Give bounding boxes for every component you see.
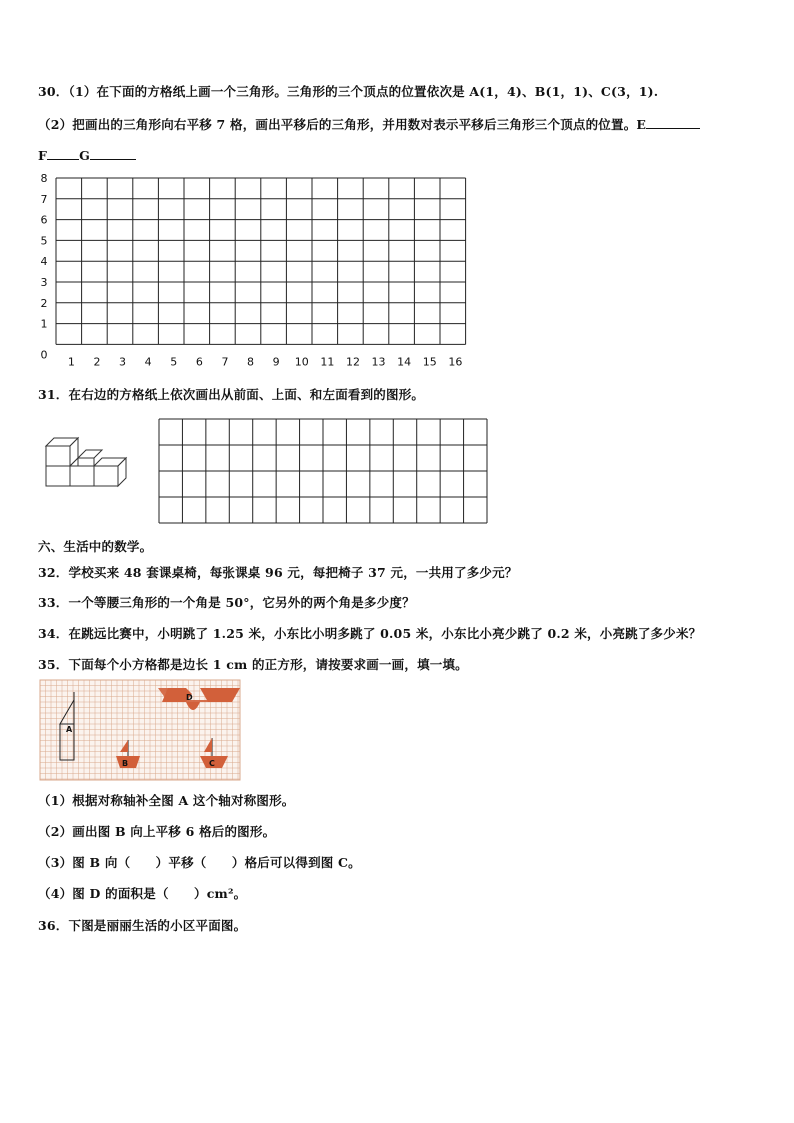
drawing-grid[interactable]	[158, 418, 488, 526]
q30-line2-text: （2）把画出的三角形向右平移 7 格，画出平移后的三角形，并用数对表示平移后三角形三个顶点的位置。E	[38, 117, 647, 132]
q35-sub4: （4）图 D 的面积是（ ）cm²。	[38, 886, 247, 901]
x-tick-label: 5	[170, 355, 178, 369]
q35-sub3: （3）图 B 向（ ）平移（ ）格后可以得到图 C。	[38, 855, 361, 870]
x-tick-label: 1	[67, 355, 75, 369]
q36-text: 36．下图是丽丽生活的小区平面图。	[38, 918, 247, 933]
x-tick-label: 10	[294, 355, 309, 369]
label-a: A	[66, 725, 73, 734]
q30-line1: 30．（1）在下面的方格纸上画一个三角形。三角形的三个顶点的位置依次是 A(1，4)、B(1，1)、C(3，1).	[38, 84, 659, 99]
coordinate-grid[interactable]	[0, 0, 794, 380]
x-tick-label: 14	[397, 355, 412, 369]
section-title: 六、生活中的数学。	[38, 539, 153, 554]
q33-text: 33．一个等腰三角形的一个角是 50°，它另外的两个角是多少度？	[38, 595, 415, 610]
q35-text: 35．下面每个小方格都是边长 1 cm 的正方形，请按要求画一画，填一填。	[38, 657, 468, 672]
label-b: B	[122, 759, 129, 768]
cube-front	[46, 466, 70, 486]
x-tick-label: 11	[320, 355, 335, 369]
y-tick-label: 1	[40, 317, 48, 331]
label-c: C	[209, 759, 215, 768]
x-tick-label: 3	[119, 355, 127, 369]
y-tick-label: 6	[40, 213, 48, 227]
x-tick-label: 2	[93, 355, 101, 369]
x-tick-label: 13	[371, 355, 386, 369]
y-tick-label: 8	[40, 172, 48, 185]
x-tick-label: 12	[345, 355, 360, 369]
origin-label: 0	[40, 348, 48, 362]
y-tick-label: 5	[40, 234, 48, 248]
q31-text: 31．在右边的方格纸上依次画出从前面、上面、和左面看到的图形。	[38, 387, 425, 402]
x-tick-label: 15	[422, 355, 437, 369]
y-tick-label: 3	[40, 276, 48, 289]
x-tick-label: 7	[221, 355, 229, 369]
x-tick-label: 6	[195, 355, 203, 369]
y-tick-label: 7	[40, 192, 48, 206]
f-label: F	[38, 148, 48, 163]
cube-stack-figure	[40, 434, 140, 500]
y-tick-label: 2	[40, 296, 48, 310]
q34-text: 34．在跳远比赛中，小明跳了 1.25 米，小东比小明多跳了 0.05 米，小东比小亮少跳了 0.2 米，小亮跳了多少米？	[38, 626, 702, 641]
x-tick-label: 16	[448, 355, 463, 369]
x-tick-label: 8	[247, 355, 255, 369]
y-tick-label: 4	[40, 255, 48, 269]
q32-text: 32．学校买来 48 套课桌椅，每张课桌 96 元，每把椅子 37 元，一共用了多少元？	[38, 565, 518, 580]
shapes-grid-figure[interactable]	[40, 680, 240, 780]
label-d: D	[186, 693, 193, 702]
q35-sub2: （2）画出图 B 向上平移 6 格后的图形。	[38, 824, 276, 839]
x-tick-label: 4	[144, 355, 152, 369]
q35-sub1: （1）根据对称轴补全图 A 这个轴对称图形。	[38, 793, 295, 808]
g-label: G	[79, 148, 90, 163]
x-tick-label: 9	[272, 355, 280, 369]
